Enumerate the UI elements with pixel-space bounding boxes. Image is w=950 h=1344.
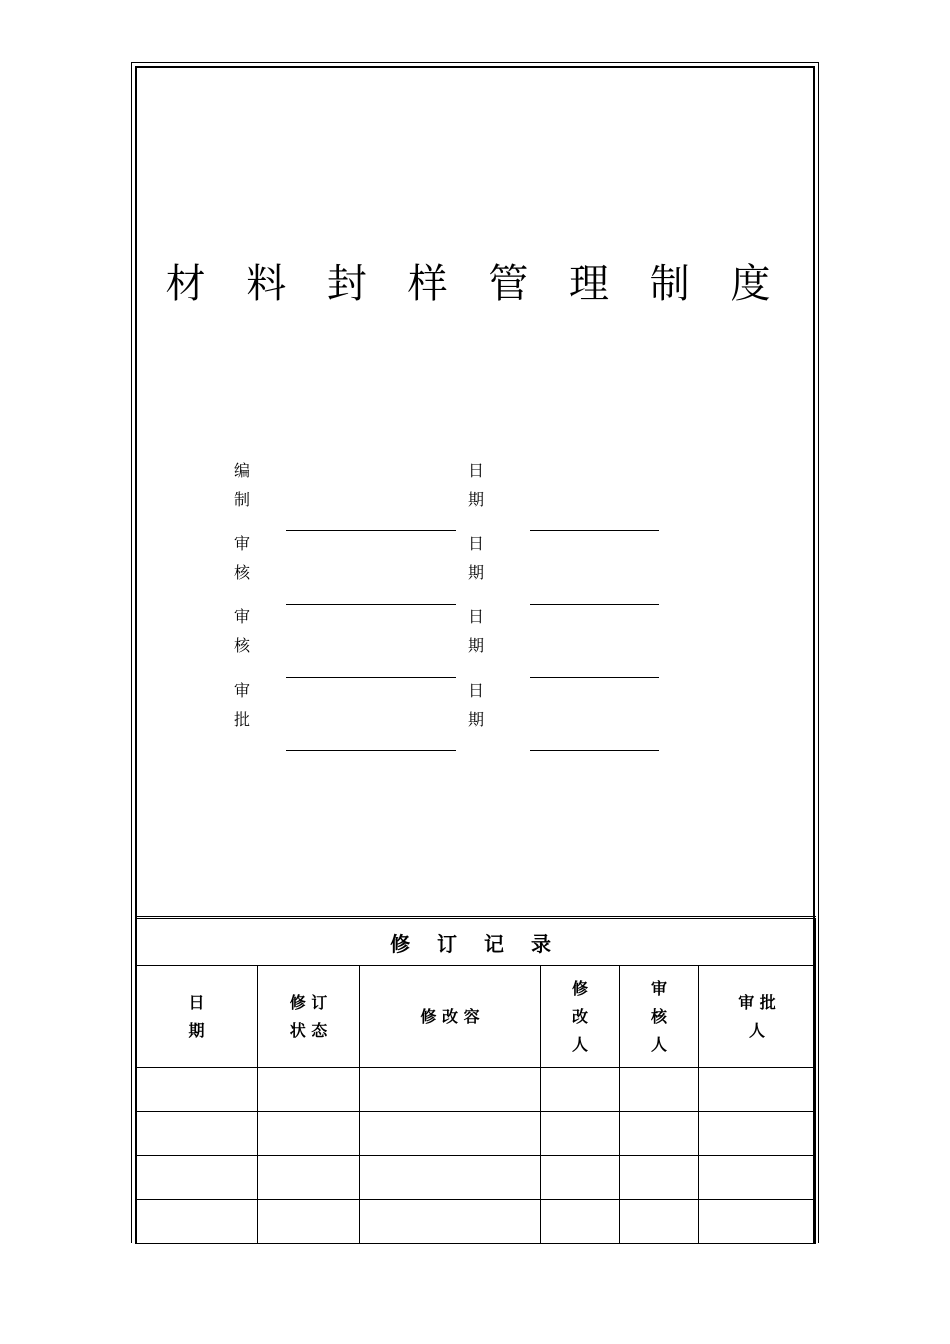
revision-header-text: 人 — [749, 1020, 766, 1040]
revision-table-cell[interactable] — [258, 1156, 360, 1200]
revision-header-text: 修 — [571, 978, 588, 998]
revision-table-cell[interactable] — [699, 1200, 816, 1244]
revision-table-cell[interactable] — [360, 1068, 541, 1112]
date-label-char: 期 — [467, 490, 484, 509]
revision-table-cell[interactable] — [541, 1200, 620, 1244]
date-label-compile — [466, 456, 486, 514]
revision-table-cell[interactable] — [136, 1068, 258, 1112]
signature-line-review-2[interactable] — [286, 677, 456, 678]
date-label-char: 期 — [467, 710, 484, 729]
date-label-approve — [466, 676, 486, 734]
revision-table-cell[interactable] — [699, 1068, 816, 1112]
signature-label-char: 核 — [233, 563, 250, 582]
date-line-review-1[interactable] — [530, 604, 659, 605]
revision-table-cell[interactable] — [620, 1112, 699, 1156]
revision-table-cell[interactable] — [620, 1200, 699, 1244]
revision-table-row — [136, 1068, 816, 1112]
revision-header-cell — [620, 966, 699, 1068]
date-label-char: 期 — [467, 563, 484, 582]
signature-label-char: 核 — [233, 636, 250, 655]
signature-label-char: 批 — [233, 710, 250, 729]
revision-table-cell[interactable] — [258, 1068, 360, 1112]
revision-table-cell[interactable] — [541, 1156, 620, 1200]
date-line-review-2[interactable] — [530, 677, 659, 678]
revision-table-row — [136, 1156, 816, 1200]
revision-header-text: 期 — [188, 1020, 205, 1040]
signature-label-approve — [232, 676, 252, 734]
revision-table-cell[interactable] — [541, 1112, 620, 1156]
revision-table-cell[interactable] — [360, 1200, 541, 1244]
revision-header-text: 改 — [571, 1006, 588, 1026]
revision-header-cell — [360, 966, 541, 1068]
revision-table-cell[interactable] — [258, 1200, 360, 1244]
signature-label-review-1 — [232, 529, 252, 587]
date-line-approve[interactable] — [530, 750, 659, 751]
date-label-char: 日 — [467, 534, 484, 553]
signature-label-char: 审 — [233, 607, 250, 626]
signature-line-approve[interactable] — [286, 750, 456, 751]
revision-header-text: 核 — [650, 1006, 667, 1026]
revision-table-cell[interactable] — [136, 1112, 258, 1156]
signature-label-char: 审 — [233, 681, 250, 700]
revision-record-table — [135, 916, 816, 1244]
revision-table-row — [136, 1112, 816, 1156]
signature-label-compile — [232, 456, 252, 514]
signature-label-char: 审 — [233, 534, 250, 553]
revision-header-text: 人 — [650, 1034, 667, 1054]
revision-header-text: 审 — [650, 978, 667, 998]
revision-title: 修 订 记 录 — [136, 918, 816, 966]
date-label-review-2 — [466, 602, 486, 660]
revision-table-cell[interactable] — [258, 1112, 360, 1156]
signature-label-char: 编 — [233, 461, 250, 480]
signature-label-char: 制 — [233, 490, 250, 509]
revision-header-text: 审 批 — [738, 992, 776, 1012]
date-label-review-1 — [466, 529, 486, 587]
revision-table-cell[interactable] — [620, 1156, 699, 1200]
revision-table-row — [136, 1200, 816, 1244]
revision-header-text: 状 态 — [289, 1020, 328, 1040]
revision-table-cell[interactable] — [699, 1156, 816, 1200]
revision-header-text: 修 订 — [289, 992, 328, 1012]
revision-header-cell — [136, 966, 258, 1068]
revision-header-cell — [699, 966, 816, 1068]
revision-header-cell — [541, 966, 620, 1068]
date-label-char: 日 — [467, 681, 484, 700]
revision-table-cell[interactable] — [136, 1200, 258, 1244]
revision-header-text: 人 — [571, 1034, 588, 1054]
revision-header-cell — [258, 966, 360, 1068]
revision-header-text: 日 — [188, 992, 205, 1012]
revision-header-row — [136, 966, 816, 1068]
date-line-compile[interactable] — [530, 530, 659, 531]
revision-table-cell[interactable] — [136, 1156, 258, 1200]
signature-label-review-2 — [232, 602, 252, 660]
revision-table-cell[interactable] — [699, 1112, 816, 1156]
revision-table-cell[interactable] — [360, 1112, 541, 1156]
date-label-char: 日 — [467, 461, 484, 480]
revision-table-cell[interactable] — [620, 1068, 699, 1112]
date-label-char: 期 — [467, 636, 484, 655]
signature-line-review-1[interactable] — [286, 604, 456, 605]
date-label-char: 日 — [467, 607, 484, 626]
document-title: 材 料 封 样 管 理 制 度 — [165, 261, 785, 307]
revision-title-row — [136, 918, 816, 966]
revision-table-cell[interactable] — [541, 1068, 620, 1112]
revision-header-text: 修 改 容 — [420, 1006, 480, 1026]
revision-table-cell[interactable] — [360, 1156, 541, 1200]
signature-line-compile[interactable] — [286, 530, 456, 531]
